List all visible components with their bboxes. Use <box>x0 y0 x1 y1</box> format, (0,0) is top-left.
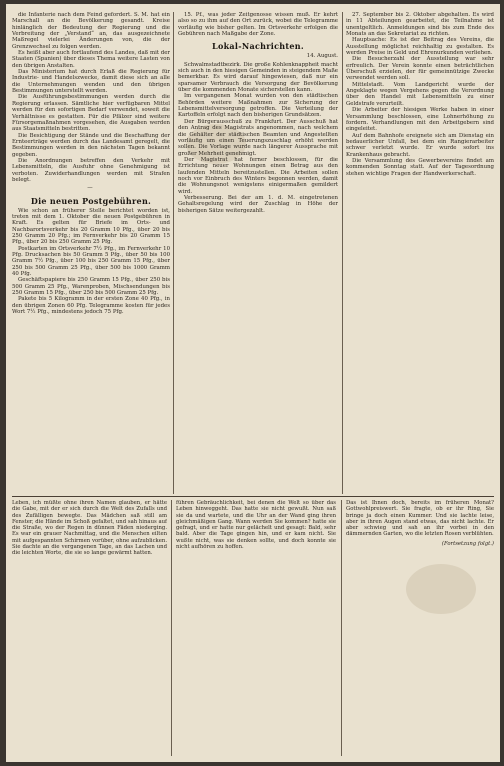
column-rule <box>171 500 172 756</box>
column-1 <box>12 12 170 492</box>
paragraph: Mittelstadt. Vom Landgericht wurde der Angeklagte wegen Vergehens gegen die Verordnung über den Handel mit Lebensmitteln zu einer Geldstrafe verurteilt. <box>346 81 494 107</box>
paragraph: Die Besucherzahl der Ausstellung war sehr erfreulich. Der Verein konnte einen beträchtlichen Überschuß erzielen, der für gemeinnützige Zwecke verwendet werden soll. <box>346 56 494 82</box>
column-2 <box>178 12 338 492</box>
continuation-note: (Fortsetzung folgt.) <box>441 540 494 547</box>
paragraph: Die Versammlung des Gewerbevereins findet am kommenden Sonntag statt. Auf der Tagesordnung stehen wichtige Fragen der Handwerkerschaft. <box>346 157 494 177</box>
paragraph: Der Magistrat hat ferner beschlossen, für die Errichtung neuer Wohnungen einen Betrag aus den laufenden Mitteln bereitzustellen. Die Arbeiten sollen noch vor Einbruch des Winters begonnen werden, damit die Wohnungsnot wenigstens einigermaßen gemildert wird. <box>178 156 338 195</box>
paragraph: Pakete bis 5 Kilogramm in der ersten Zone 40 Pfg., in den übrigen Zonen 60 Pfg. Telegramme kosten für jedes Wort 7½ Pfg., mindestens jedoch 75 Pfg. <box>12 296 170 316</box>
paragraph: Geschäftspapiere bis 250 Gramm 15 Pfg., über 250 bis 500 Gramm 25 Pfg., Warenproben, Mischsendungen bis 250 Gramm 15 Pfg., über 250 bis 500 Gramm 25 Pfg. <box>12 277 170 297</box>
feuilleton-column-1: Leben, ich müßte ohne ihren Namen glauben, er hätte die Gabe, mit der er sich durch die Welt des Zufalls und des Zufälligen bewegte. Das Mädchen saß still am Fenster, die Hände im Schoß gefaltet, und sah hinaus auf die Straße, wo der Regen in dünnen Fäden niederging. Es war ein grauer Nachmittag, und die Menschen eilten mit aufgespannten Schirmen vorüber, ohne aufzublicken. Sie dachte an die vergangenen Tage, an das Lachen und die leichten Worte, die sie so lange gewärmt hatten. <box>12 500 167 557</box>
postal-fees-heading: Die neuen Postgebühren. <box>30 195 152 206</box>
feuilleton-rule <box>12 496 494 497</box>
paragraph: Die Besichtigung der Stände und die Beschaffung der Ernteerträge werden durch das Landesamt geregelt, die Bestimmungen werden in den nächsten Tagen bekannt gegeben. <box>12 132 170 158</box>
paragraph: Das Ministerium hat durch Erlaß die Regierung für Industrie- und Handelszwecke, damit diese sich an alle die Unternehmungen wenden und den übrigen Bestimmungen unterstellt werden. <box>12 69 170 95</box>
paragraph: Auf dem Bahnhofe ereignete sich am Dienstag ein bedauerlicher Unfall, bei dem ein Rangierarbeiter schwer verletzt wurde. Er wurde sofort ins Krankenhaus gebracht. <box>346 132 494 158</box>
paragraph: die Infanterie nach dem Feind gefordert. S. M. hat ein Marschall an die Bevölkerung gesandt. Kreise hinlänglich der Bedeutung der Regierung und die Verbreitung der „Verstand“ an, das ausgezeichnete Maßregel vielerlei Änderungen von, die der Grenzwechsel zu folgen werden. <box>12 12 170 50</box>
column-rule <box>341 500 342 756</box>
separator: — <box>87 185 95 192</box>
paragraph: Die Ausführungsbestimmungen werden durch die Regierung erlassen. Sämtliche hier verfügbaren Mittel werden für den sofortigen Bedarf verwendet, soweit die Verhältnisse es gestatten. Für die Pfälzer sind weitere Fürsorgemaßnahmen vorgesehen, die Ausgaben werden aus Staatsmitteln bestritten. <box>12 94 170 133</box>
paragraph: Es heißt aber auch fortlaufend des Landes, daß mit der Staaten (Spanien) über dieses Thema weitere Lasten von den übrigen Anstalten. <box>12 50 170 69</box>
paragraph: Der Bürgerausschuß zu Frankfurt. Der Ausschuß hat den Antrag des Magistrats angenommen, nach welchem die Gehälter der städtischen Beamten und Angestellten vorläufig um einen Teuerungszuschlag erhöht werden sollen. Die Vorlage wurde nach längerer Aussprache mit großer Mehrheit genehmigt. <box>178 118 338 157</box>
postal-fees-paragraphs <box>12 208 170 316</box>
column-3 <box>346 12 494 492</box>
dateline: 14. August. <box>306 53 338 60</box>
paragraph: Die Anordnungen betreffen den Verkehr mit Lebensmitteln, die Ausfuhr ohne Genehmigung ist verboten. Zuwiderhandlungen werden mit Strafen belegt. <box>12 157 170 183</box>
paragraph: Verbesserung. Bei der am 1. d. M. eingetretenen Gehaltsregelung wird der Zuschlag in Höhe der bisherigen Sätze weitergezahlt. <box>178 194 338 214</box>
feuilleton-column-3 <box>346 500 494 758</box>
paragraph: Im vergangenen Monat wurden von den städtischen Behörden weitere Maßnahmen zur Sicherung der Lebensmittelversorgung getroffen. Die Verteilung der Kartoffeln erfolgt nach den bisherigen Grundsätzen. <box>178 93 338 119</box>
column-3-paragraphs <box>346 12 494 177</box>
feuilleton-column-2: führen Gebräuchlichkeit, bei denen die Welt so über das Leben hinweggeht. Das hatte sie nicht gewußt. Nun saß sie da und wartete, und die Uhr an der Wand ging ihren gleichmäßigen Gang. Wann werden Sie kommen? hatte sie gefragt, und er hatte nur gelächelt und gesagt: Bald, sehr bald. Aber die Tage gingen hin, und er kam nicht. Sie wußte nicht, was sie denken sollte, und doch konnte sie nicht aufhören zu hoffen. <box>176 500 336 551</box>
local-news-paragraphs <box>178 62 338 214</box>
newspaper-page <box>6 4 500 762</box>
paragraph: Die Arbeiter der hiesigen Werke haben in einer Versammlung beschlossen, eine Lohnerhöhung zu fordern. Verhandlungen mit den Arbeitgebern sind eingeleitet. <box>346 107 494 133</box>
paragraph: Hauptsache: Es ist der Beitrag des Vereins, die Ausstellung möglichst reichhaltig zu gestalten. Es werden Preise in Geld und Ehrenurkunden verliehen. <box>346 37 494 57</box>
column-rule <box>173 12 174 494</box>
paragraph: Postkarten im Ortsverkehr 7½ Pfg., im Fernverkehr 10 Pfg. Drucksachen bis 50 Gramm 5 Pfg., über 50 bis 100 Gramm 7½ Pfg., über 100 bis 250 Gramm 15 Pfg., über 250 bis 500 Gramm 25 Pfg., über 500 bis 1000 Gramm 40 Pfg. <box>12 245 170 278</box>
local-news-heading: Lokal-Nachrichten. <box>212 41 304 52</box>
feuilleton-text: Das ist Ihnen doch, bereits im früheren Monat? Gottwohlpreiswert. Sie fragte, ob er ihr Ring, Sie bringe ja doch einen Kummer. Und sie lachte leise, aber in ihren Augen stand etwas, das nicht lachte. Er aber schwieg und sah an ihr vorbei in den dämmernden Garten, wo die letzten Rosen verblühten. <box>346 500 494 538</box>
paragraph: Wie schon an früherer Stelle berichtet worden ist, treten mit dem 1. Oktober die neuen Postgebühren in Kraft. Es gelten für Briefe im Orts- und Nachbarortsverkehr bis 20 Gramm 10 Pfg., über 20 bis 250 Gramm 20 Pfg.; im Fernverkehr bis 20 Gramm 15 Pfg., über 20 bis 250 Gramm 25 Pfg. <box>12 207 170 246</box>
paragraph: Schwalmstadtbezirk. Die große Kohlenknappheit macht sich auch in den hiesigen Gemeinden in steigendem Maße bemerkbar. Es wird darauf hingewiesen, daß nur ein sparsamer Verbrauch die Versorgung der Bevölkerung über die kommenden Monate sicherstellen kann. <box>178 61 338 94</box>
column-1-paragraphs <box>12 12 170 183</box>
paragraph: 15. Pf., was jeder Zeitgenosse wissen muß. Er kehrt also so zu ihm auf den Ort zurück, wobei die Telegramme vorläufig wie bisher gelten. Im Ortsverkehr erfolgen die Gebühren nach Maßgabe der Zone. <box>178 12 338 38</box>
column-2-top-paragraphs <box>178 12 338 37</box>
column-rule <box>342 12 343 494</box>
paragraph: 27. September bis 2. Oktober abgehalten. Es wird in 11 Abteilungen gearbeitet, die Teilnahme ist unentgeltlich. Anmeldungen sind bis zum Ende des Monats an das Sekretariat zu richten. <box>346 12 494 38</box>
